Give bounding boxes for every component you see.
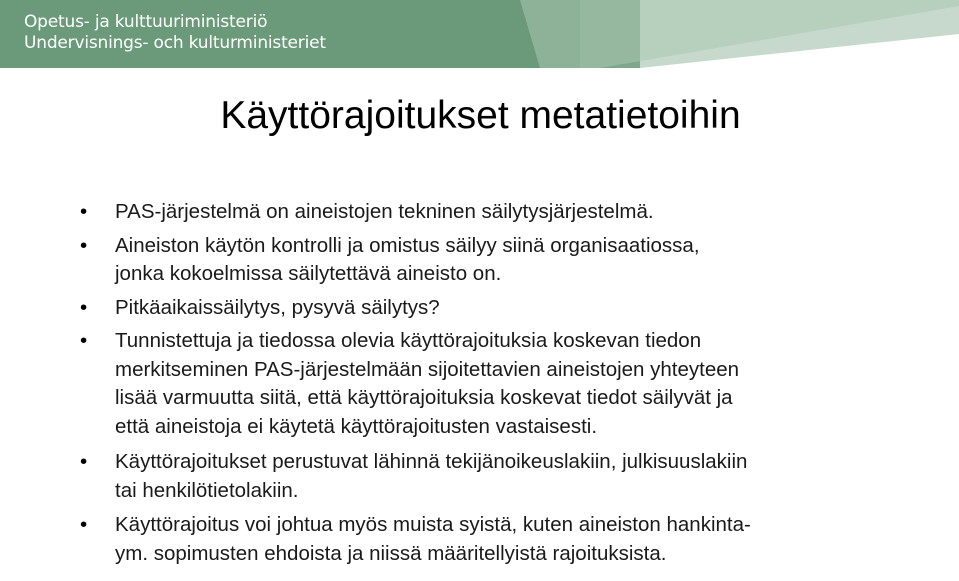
bullet-line: jonka kokoelmissa säilytettävä aineisto on. [115,262,502,285]
bullet-line: merkitseminen PAS-järjestelmään sijoitettavien aineistojen yhteyteen [115,357,740,381]
bullet-line: että aineistoja ei käytetä käyttörajoitusten vastaisesti. [115,414,598,438]
slide-title: Käyttörajoitukset metatietoihin [220,94,741,137]
bullet-line: lisää varmuutta siitä, että käyttörajoituksia koskevat tiedot säilyvät ja [115,386,733,409]
bullet-item [74,232,894,289]
bullet-glyph: • [80,329,88,352]
ministry-header-bar [0,0,959,68]
bullet-line: Pitkäaikaissäilytys, pysyvä säilytys? [115,295,440,319]
bullet-item [74,511,894,568]
bullet-glyph: • [80,233,88,257]
bullet-line: PAS-järjestelmä on aineistojen tekninen säilytysjärjestelmä. [115,200,654,223]
bullet-glyph: • [80,200,88,223]
ministry-name-finnish: Opetus- ja kulttuuriministeriö [24,12,268,32]
bullet-item [74,198,894,227]
bullet-line: Aineiston käytön kontrolli ja omistus säilyy siinä organisaatiossa, [115,233,700,257]
bullet-list [74,198,894,574]
bullet-line: tai henkilötietolakiin. [115,478,299,502]
bullet-line: ym. sopimusten ehdoista ja niissä määritellyistä rajoituksista. [115,541,667,565]
ministry-name-swedish: Undervisnings- och kulturministeriet [24,33,326,53]
bullet-glyph: • [80,295,88,319]
bullet-line: Käyttörajoitus voi johtua myös muista syistä, kuten aineiston hankinta- [115,513,751,536]
bullet-item [74,327,894,441]
bullet-item [74,448,894,505]
bullet-line: Käyttörajoitukset perustuvat lähinnä tekijänoikeuslakiin, julkisuuslakiin [115,450,748,473]
bullet-item [74,294,894,323]
bullet-glyph: • [80,450,88,473]
bullet-glyph: • [80,513,88,536]
bullet-line: Tunnistettuja ja tiedossa olevia käyttörajoituksia koskevan tiedon [115,329,702,352]
